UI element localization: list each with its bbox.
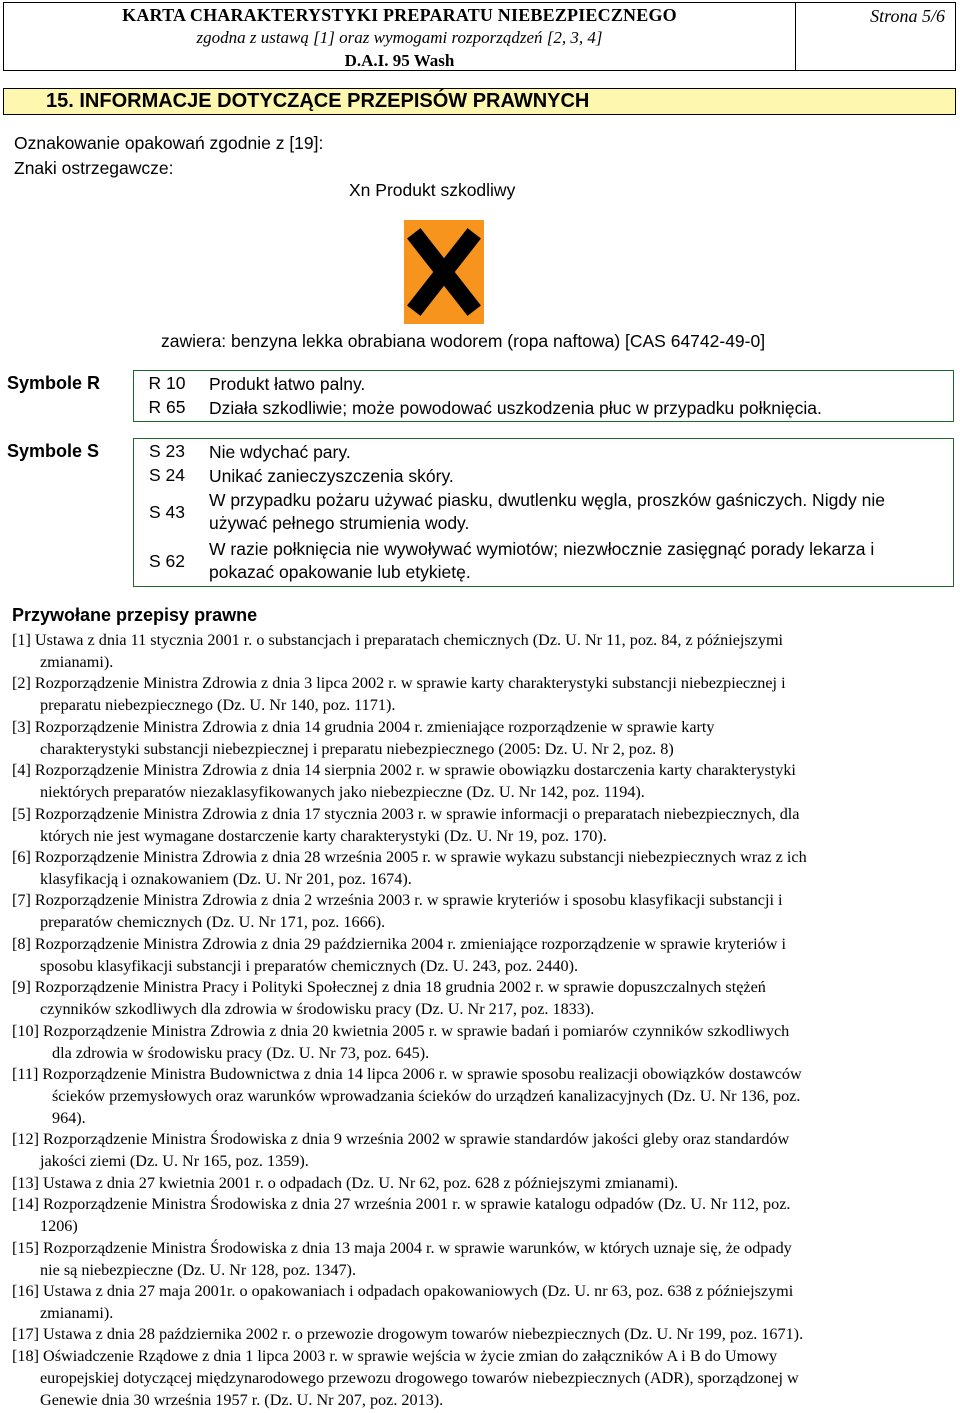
document-title: KARTA CHARAKTERYSTYKI PREPARATU NIEBEZPIECZNEGO xyxy=(122,5,677,25)
reference-item xyxy=(12,672,948,716)
reference-line: [7] Rozporządzenie Ministra Zdrowia z dnia 2 września 2003 r. w sprawie kryteriów i sposobu klasyfikacji substancji i xyxy=(12,891,783,910)
reference-item xyxy=(12,1323,948,1345)
r-phrases-label: Symbole R xyxy=(7,373,101,393)
reference-item xyxy=(12,1063,948,1129)
reference-line: [9] Rozporządzenie Ministra Pracy i Polityki Społecznej z dnia 18 grudnia 2002 r. w sprawie dopuszczalnych stężeń xyxy=(12,978,766,997)
labelling-intro: Oznakowanie opakowań zgodnie z [19]: xyxy=(14,133,324,153)
warning-signs-label: Znaki ostrzegawcze: xyxy=(14,158,174,178)
reference-item xyxy=(12,1172,948,1194)
reference-line: [6] Rozporządzenie Ministra Zdrowia z dnia 28 września 2005 r. w sprawie wykazu substancji niebezpiecznych wraz z ich xyxy=(12,848,807,866)
s-phrase-code: S 24 xyxy=(149,465,185,485)
reference-item xyxy=(12,1020,948,1064)
reference-line: charakterystyki substancji niebezpiecznej i preparatu niebezpiecznego (2005: Dz. U. Nr 2, poz. 8) xyxy=(40,739,674,758)
reference-item xyxy=(12,759,948,803)
reference-item xyxy=(12,1280,948,1324)
s-phrase-text xyxy=(209,489,947,535)
reference-line: [12] Rozporządzenie Ministra Środowiska z dnia 9 września 2002 w sprawie standardów jakości gleby oraz standardów xyxy=(12,1130,790,1149)
reference-line: [1] Ustawa z dnia 11 stycznia 2001 r. o substancjach i preparatach chemicznych (Dz. U. Nr 11, poz. 84, z późniejszymi xyxy=(12,631,784,649)
references-title: Przywołane przepisy prawne xyxy=(12,605,258,625)
s-phrase-code: S 62 xyxy=(149,551,185,571)
s-phrases-box xyxy=(133,438,954,587)
s-phrase-line: W przypadku pożaru używać piasku, dwutlenku węgla, proszków gaśniczych. Nigdy nie xyxy=(209,490,886,510)
r-phrase-text: Produkt łatwo palny. xyxy=(209,374,366,394)
reference-line: zmianami). xyxy=(40,1304,114,1322)
reference-line: preparatu niebezpiecznego (Dz. U. Nr 140, poz. 1171). xyxy=(40,696,396,715)
page-number: Strona 5/6 xyxy=(870,6,945,26)
reference-line: [18] Oświadczenie Rządowe z dnia 1 lipca 2003 r. w sprawie wejścia w życie zmian do załączników A i B do Umowy xyxy=(12,1347,778,1366)
s-phrase-code: S 23 xyxy=(149,441,185,461)
reference-item xyxy=(12,889,948,933)
reference-line: [10] Rozporządzenie Ministra Zdrowia z dnia 20 kwietnia 2005 r. w sprawie badań i pomiarów czynników szkodliwych xyxy=(12,1021,790,1040)
s-phrase-line: W razie połknięcia nie wywoływać wymiotów; niezwłocznie zasięgnąć porady lekarza i xyxy=(209,539,875,559)
reference-line: czynników szkodliwych dla zdrowia w środowisku pracy (Dz. U. Nr 217, poz. 1833). xyxy=(40,1000,595,1019)
reference-item xyxy=(12,1128,948,1172)
reference-item xyxy=(12,976,948,1020)
reference-item xyxy=(12,846,948,890)
reference-item xyxy=(12,1237,948,1281)
reference-item xyxy=(12,629,948,673)
reference-item xyxy=(12,716,948,760)
reference-line: [5] Rozporządzenie Ministra Zdrowia z dnia 17 stycznia 2003 r. w sprawie informacji o preparatach niebezpiecznych, dla xyxy=(12,804,800,823)
reference-item xyxy=(12,933,948,977)
header-title-cell xyxy=(4,3,796,70)
reference-line: europejskiej dotyczącej międzynarodowego przewozu drogowego towarów niebezpiecznych (ADR), sporządzonej w xyxy=(40,1369,799,1388)
s-phrase-text: Nie wdychać pary. xyxy=(209,442,351,462)
section-title: 15. INFORMACJE DOTYCZĄCE PRZEPISÓW PRAWNYCH xyxy=(46,90,590,112)
s-phrase-text xyxy=(209,538,947,584)
reference-line: [3] Rozporządzenie Ministra Zdrowia z dnia 14 grudnia 2004 r. zmieniające rozporządzenie w sprawie karty xyxy=(12,717,715,736)
reference-line: których nie jest wymagane dostarczenie karty charakterystyki (Dz. U. Nr 19, poz. 170). xyxy=(40,826,607,845)
contains-statement: zawiera: benzyna lekka obrabiana wodorem (ropa naftowa) [CAS 64742-49-0] xyxy=(161,331,766,351)
reference-line: [8] Rozporządzenie Ministra Zdrowia z dnia 29 października 2004 r. zmieniające rozporządzenie w sprawie kryteriów i xyxy=(12,934,786,953)
reference-line: [15] Rozporządzenie Ministra Środowiska z dnia 13 maja 2004 r. w sprawie warunków, w których uznaje się, że odpady xyxy=(12,1238,792,1257)
reference-line: [16] Ustawa z dnia 27 maja 2001r. o opakowaniach i odpadach opakowaniowych (Dz. U. nr 63, poz. 638 z późniejszymi xyxy=(12,1282,794,1300)
s-phrase-line: pokazać opakowanie lub etykietę. xyxy=(209,562,471,582)
reference-line: Genewie dnia 30 września 1957 r. (Dz. U. Nr 207, poz. 2013). xyxy=(40,1391,444,1410)
reference-line: [13] Ustawa z dnia 27 kwietnia 2001 r. o odpadach (Dz. U. Nr 62, poz. 628 z późniejszymi zmianami). xyxy=(12,1173,679,1192)
r-phrases-box xyxy=(133,370,954,422)
reference-line: niektórych preparatów niezaklasyfikowanych jako niebezpieczne (Dz. U. Nr 142, poz. 1194). xyxy=(40,783,645,802)
reference-item xyxy=(12,803,948,847)
reference-line: [2] Rozporządzenie Ministra Zdrowia z dnia 3 lipca 2002 r. w sprawie karty charakterystyki substancji niebezpiecznej i xyxy=(12,674,786,693)
reference-line: [14] Rozporządzenie Ministra Środowiska z dnia 27 września 2001 r. w sprawie katalogu odpadów (Dz. U. Nr 112, poz. xyxy=(12,1195,791,1214)
reference-line: dla zdrowia w środowisku pracy (Dz. U. Nr 73, poz. 645). xyxy=(52,1043,430,1062)
harmful-cross-icon xyxy=(404,220,484,324)
s-phrase-line: używać pełnego strumienia wody. xyxy=(209,513,470,533)
reference-line: jakości ziemi (Dz. U. Nr 165, poz. 1359). xyxy=(40,1152,309,1171)
document-header xyxy=(3,2,956,71)
reference-item xyxy=(12,1193,948,1237)
section-heading xyxy=(3,88,956,115)
r-phrase-code: R 65 xyxy=(148,397,186,417)
reference-line: [4] Rozporządzenie Ministra Zdrowia z dnia 14 sierpnia 2002 r. w sprawie obowiązku dostarczenia karty charakterystyki xyxy=(12,761,796,780)
reference-line: 964). xyxy=(52,1109,86,1127)
reference-line: sposobu klasyfikacji substancji i preparatów chemicznych (Dz. U. 243, poz. 2440). xyxy=(40,956,579,975)
s-phrase-code: S 43 xyxy=(149,502,185,522)
reference-line: preparatów chemicznych (Dz. U. Nr 171, poz. 1666). xyxy=(40,913,386,932)
s-phrases-label: Symbole S xyxy=(7,441,100,461)
reference-item xyxy=(12,1345,948,1411)
product-name: D.A.I. 95 Wash xyxy=(344,51,455,70)
hazard-sign-caption: Xn Produkt szkodliwy xyxy=(349,180,516,200)
document-subtitle: zgodna z ustawą [1] oraz wymogami rozporządzeń [2, 3, 4] xyxy=(196,28,603,47)
reference-line: klasyfikacją i oznakowaniem (Dz. U. Nr 201, poz. 1674). xyxy=(40,870,412,888)
r-phrase-text: Działa szkodliwie; może powodować uszkodzenia płuc w przypadku połknięcia. xyxy=(209,398,822,418)
reference-line: ścieków przemysłowych oraz warunków wprowadzania ścieków do urządzeń kanalizacyjnych (Dz. U. Nr 136, poz. xyxy=(52,1087,801,1105)
reference-line: [11] Rozporządzenie Ministra Budownictwa z dnia 14 lipca 2006 r. w sprawie sposobu realizacji obowiązków dostawców xyxy=(12,1065,802,1083)
reference-line: zmianami). xyxy=(40,653,114,671)
s-phrase-text: Unikać zanieczyszczenia skóry. xyxy=(209,466,454,486)
r-phrase-code: R 10 xyxy=(148,373,186,393)
reference-line: nie są niebezpieczne (Dz. U. Nr 128, poz. 1347). xyxy=(40,1260,356,1279)
reference-line: [17] Ustawa z dnia 28 października 2002 r. o przewozie drogowym towarów niebezpiecznych (Dz. U. Nr 199, poz. 1671). xyxy=(12,1325,804,1344)
reference-line: 1206) xyxy=(40,1217,78,1236)
